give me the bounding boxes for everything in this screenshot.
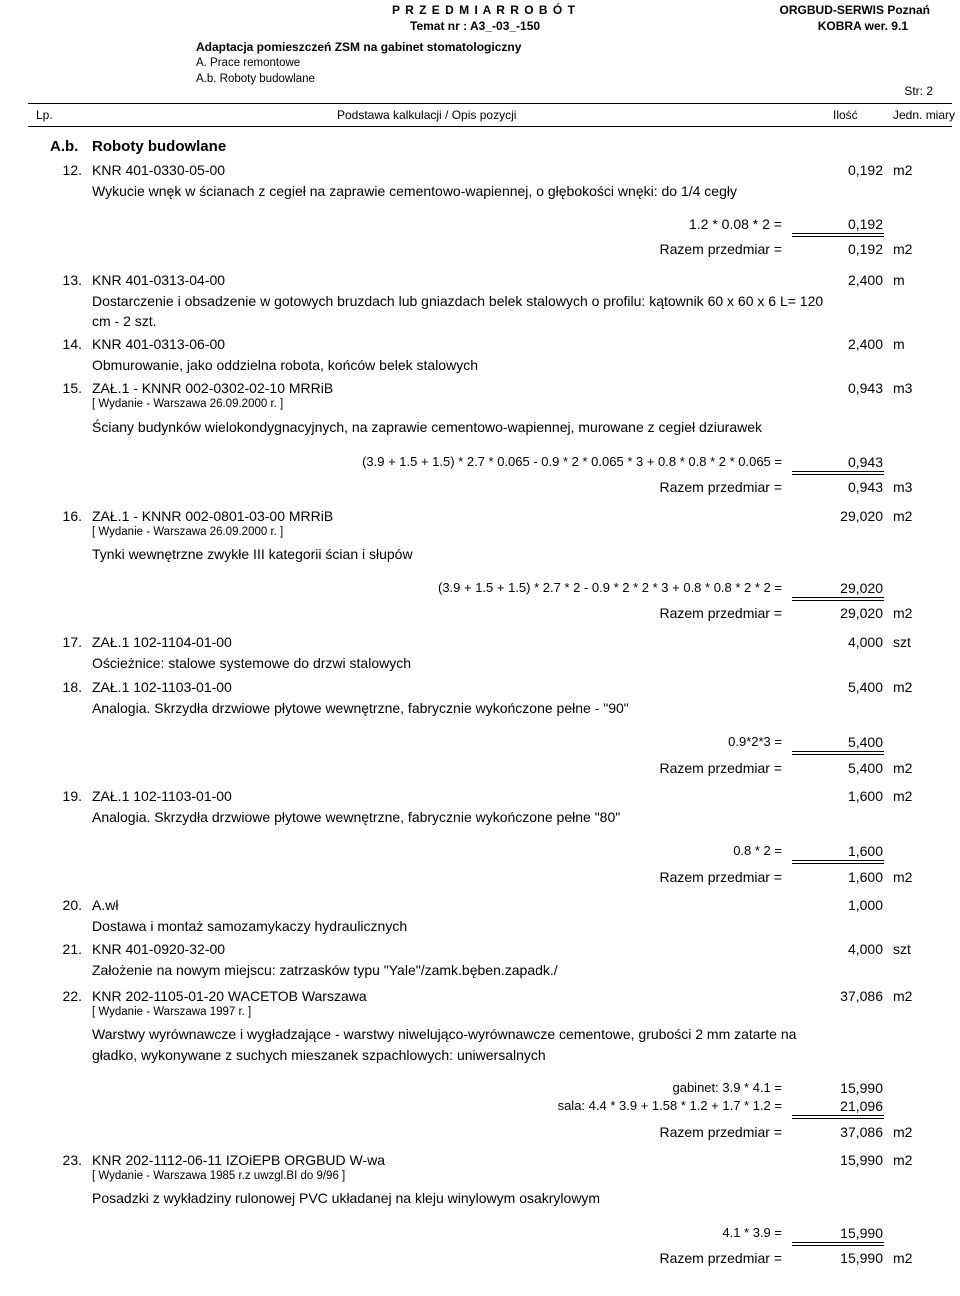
column-unit: Jedn. miary (893, 108, 956, 122)
group-code: A.b. (50, 138, 79, 155)
item-description: Tynki wewnętrzne zwykłe III kategorii ścian i słupów (92, 546, 413, 562)
calc-formula: 0.8 * 2 = (733, 843, 782, 858)
item-unit: m2 (893, 679, 913, 695)
item-basis: KNR 401-0313-04-00 (92, 272, 226, 288)
item-description-line1: Warstwy wyrównawcze i wygładzające - warstwy niwelująco-wyrównawcze cementowe, grubości 2 mm zatarte na (92, 1026, 797, 1042)
item-unit: m (893, 336, 905, 352)
item-edition: [ Wydanie - Warszawa 26.09.2000 r. ] (92, 398, 284, 410)
column-qty: Ilość (833, 108, 858, 122)
calc-value: 15,990 (840, 1225, 883, 1241)
item-basis: ZAŁ.1 - KNNR 002-0302-02-10 MRRiB (92, 380, 334, 396)
calc-formula: (3.9 + 1.5 + 1.5) * 2.7 * 2 - 0.9 * 2 * 2 * 3 + 0.8 * 0.8 * 2 * 2 = (437, 580, 782, 595)
total-label: Razem przedmiar = (659, 241, 782, 257)
item-quantity: 4,000 (847, 634, 883, 650)
item-number: 20. (62, 897, 82, 913)
company-name: ORGBUD-SERWIS Poznań (779, 3, 930, 17)
total-rule (792, 1115, 884, 1119)
item-basis: ZAŁ.1 102-1103-01-00 (92, 788, 232, 804)
item-unit: szt (893, 634, 911, 650)
calc-formula: (3.9 + 1.5 + 1.5) * 2.7 * 0.065 - 0.9 * 2 * 0.065 * 3 + 0.8 * 0.8 * 2 * 0.065 = (362, 454, 782, 469)
item-description: Założenie na nowym miejscu: zatrzasków typu "Yale"/zamk.bęben.zapadk./ (92, 962, 558, 978)
calc-formula: 4.1 * 3.9 = (722, 1225, 782, 1240)
calc-value: 0,192 (847, 216, 883, 232)
calc-value: 29,020 (840, 580, 883, 596)
project-name: Adaptacja pomieszczeń ZSM na gabinet stomatologiczny (196, 40, 522, 54)
item-basis: ZAŁ.1 102-1104-01-00 (92, 634, 232, 650)
section-title: A. Prace remontowe (196, 57, 301, 69)
item-number: 17. (62, 634, 82, 650)
item-quantity: 2,400 (847, 272, 883, 288)
total-rule (792, 597, 884, 601)
item-number: 12. (62, 162, 82, 178)
calc-value-2: 21,096 (840, 1098, 883, 1114)
total-rule (792, 860, 884, 864)
calc-formula-1: gabinet: 3.9 * 4.1 = (672, 1080, 782, 1095)
calc-formula: 1.2 * 0.08 * 2 = (688, 216, 782, 232)
item-unit: szt (893, 941, 911, 957)
item-description: Analogia. Skrzydła drzwiowe płytowe wewnętrzne, fabrycznie wykończone pełne - "90" (92, 700, 629, 716)
software-version: KOBRA wer. 9.1 (817, 19, 908, 33)
item-description: Wykucie wnęk w ścianach z cegieł na zaprawie cementowo-wapiennej, o głębokości wnęki: do 1/4 cegły (92, 183, 737, 199)
total-unit: m2 (893, 605, 913, 621)
item-quantity: 0,192 (847, 162, 883, 178)
total-label: Razem przedmiar = (659, 605, 782, 621)
document-title: P R Z E D M I A R R O B Ó T (392, 3, 576, 17)
item-basis: KNR 401-0313-06-00 (92, 336, 226, 352)
item-number: 23. (62, 1152, 82, 1168)
item-description-line2: gładko, wykonywane z suchych mieszanek szpachlowych: uniwersalnych (92, 1047, 546, 1063)
item-basis: A.wł (92, 897, 119, 913)
item-number: 19. (62, 788, 82, 804)
item-description-line1: Dostarczenie i obsadzenie w gotowych bruzdach lub gniazdach belek stalowych o profilu: kątownik 60 x 60 x 6 L= 120 (92, 293, 824, 309)
total-label: Razem przedmiar = (659, 479, 782, 495)
calc-value-1: 15,990 (840, 1080, 883, 1096)
total-unit: m2 (893, 1250, 913, 1266)
item-basis: KNR 401-0330-05-00 (92, 162, 226, 178)
column-lp: Lp. (36, 108, 53, 122)
total-rule (792, 751, 884, 755)
item-basis: ZAŁ.1 - KNNR 002-0801-03-00 MRRiB (92, 508, 334, 524)
total-value: 5,400 (847, 760, 883, 776)
total-unit: m2 (893, 760, 913, 776)
total-value: 1,600 (847, 869, 883, 885)
item-quantity: 1,600 (847, 788, 883, 804)
total-unit: m2 (893, 241, 913, 257)
item-quantity: 15,990 (840, 1152, 883, 1168)
item-basis: KNR 401-0920-32-00 (92, 941, 226, 957)
total-rule (792, 233, 884, 237)
total-value: 15,990 (840, 1250, 883, 1266)
item-description: Ościeżnice: stalowe systemowe do drzwi stalowych (92, 655, 412, 671)
item-unit: m2 (893, 1152, 913, 1168)
total-unit: m2 (893, 1124, 913, 1140)
item-quantity: 29,020 (840, 508, 883, 524)
item-number: 18. (62, 679, 82, 695)
item-quantity: 2,400 (847, 336, 883, 352)
item-unit: m2 (893, 788, 913, 804)
item-number: 14. (62, 336, 82, 352)
column-basis: Podstawa kalkulacji / Opis pozycji (337, 108, 517, 122)
item-basis: KNR 202-1112-06-11 IZOiEPB ORGBUD W-wa (92, 1152, 386, 1168)
item-number: 21. (62, 941, 82, 957)
item-quantity: 1,000 (847, 897, 883, 913)
total-value: 0,192 (847, 241, 883, 257)
header-top-rule (28, 103, 952, 104)
item-number: 22. (62, 988, 82, 1004)
total-rule (792, 1242, 884, 1246)
page-number: Str: 2 (904, 84, 933, 98)
item-unit: m2 (893, 162, 913, 178)
item-edition: [ Wydanie - Warszawa 26.09.2000 r. ] (92, 526, 284, 538)
item-number: 16. (62, 508, 82, 524)
item-unit: m (893, 272, 905, 288)
item-description: Dostawa i montaż samozamykaczy hydraulicznych (92, 918, 408, 934)
calc-formula-2: sala: 4.4 * 3.9 + 1.58 * 1.2 + 1.7 * 1.2 = (557, 1098, 782, 1113)
calc-value: 0,943 (847, 454, 883, 470)
total-value: 0,943 (847, 479, 883, 495)
subject-number: Temat nr : A3_-03_-150 (410, 19, 541, 33)
calc-value: 1,600 (847, 843, 883, 859)
subsection-title: A.b. Roboty budowlane (196, 73, 315, 85)
item-basis: ZAŁ.1 102-1103-01-00 (92, 679, 232, 695)
total-rule (792, 471, 884, 475)
total-unit: m2 (893, 869, 913, 885)
item-description: Posadzki z wykładziny rulonowej PVC układanej na kleju winylowym osakrylowym (92, 1190, 601, 1206)
item-edition: [ Wydanie - Warszawa 1985 r.z uwzgl.BI do 9/96 ] (92, 1170, 346, 1182)
item-quantity: 0,943 (847, 380, 883, 396)
item-description-line2: cm - 2 szt. (92, 313, 157, 329)
item-unit: m2 (893, 508, 913, 524)
total-unit: m3 (893, 479, 913, 495)
total-label: Razem przedmiar = (659, 760, 782, 776)
item-description: Analogia. Skrzydła drzwiowe płytowe wewnętrzne, fabrycznie wykończone pełne "80" (92, 809, 621, 825)
total-label: Razem przedmiar = (659, 1124, 782, 1140)
item-unit: m2 (893, 988, 913, 1004)
calc-value: 5,400 (847, 734, 883, 750)
item-basis: KNR 202-1105-01-20 WACETOB Warszawa (92, 988, 367, 1004)
group-name: Roboty budowlane (92, 138, 227, 155)
item-quantity: 5,400 (847, 679, 883, 695)
item-number: 13. (62, 272, 82, 288)
calc-formula: 0.9*2*3 = (728, 734, 782, 749)
total-label: Razem przedmiar = (659, 1250, 782, 1266)
item-quantity: 37,086 (840, 988, 883, 1004)
item-edition: [ Wydanie - Warszawa 1997 r. ] (92, 1006, 252, 1018)
header-bottom-rule (28, 126, 952, 127)
total-value: 37,086 (840, 1124, 883, 1140)
total-value: 29,020 (840, 605, 883, 621)
item-quantity: 4,000 (847, 941, 883, 957)
item-description: Obmurowanie, jako oddzielna robota, końców belek stalowych (92, 357, 478, 373)
item-number: 15. (62, 380, 82, 396)
item-unit: m3 (893, 380, 913, 396)
total-label: Razem przedmiar = (659, 869, 782, 885)
item-description: Ściany budynków wielokondygnacyjnych, na zaprawie cementowo-wapiennej, murowane z cegieł dziurawek (92, 419, 763, 435)
